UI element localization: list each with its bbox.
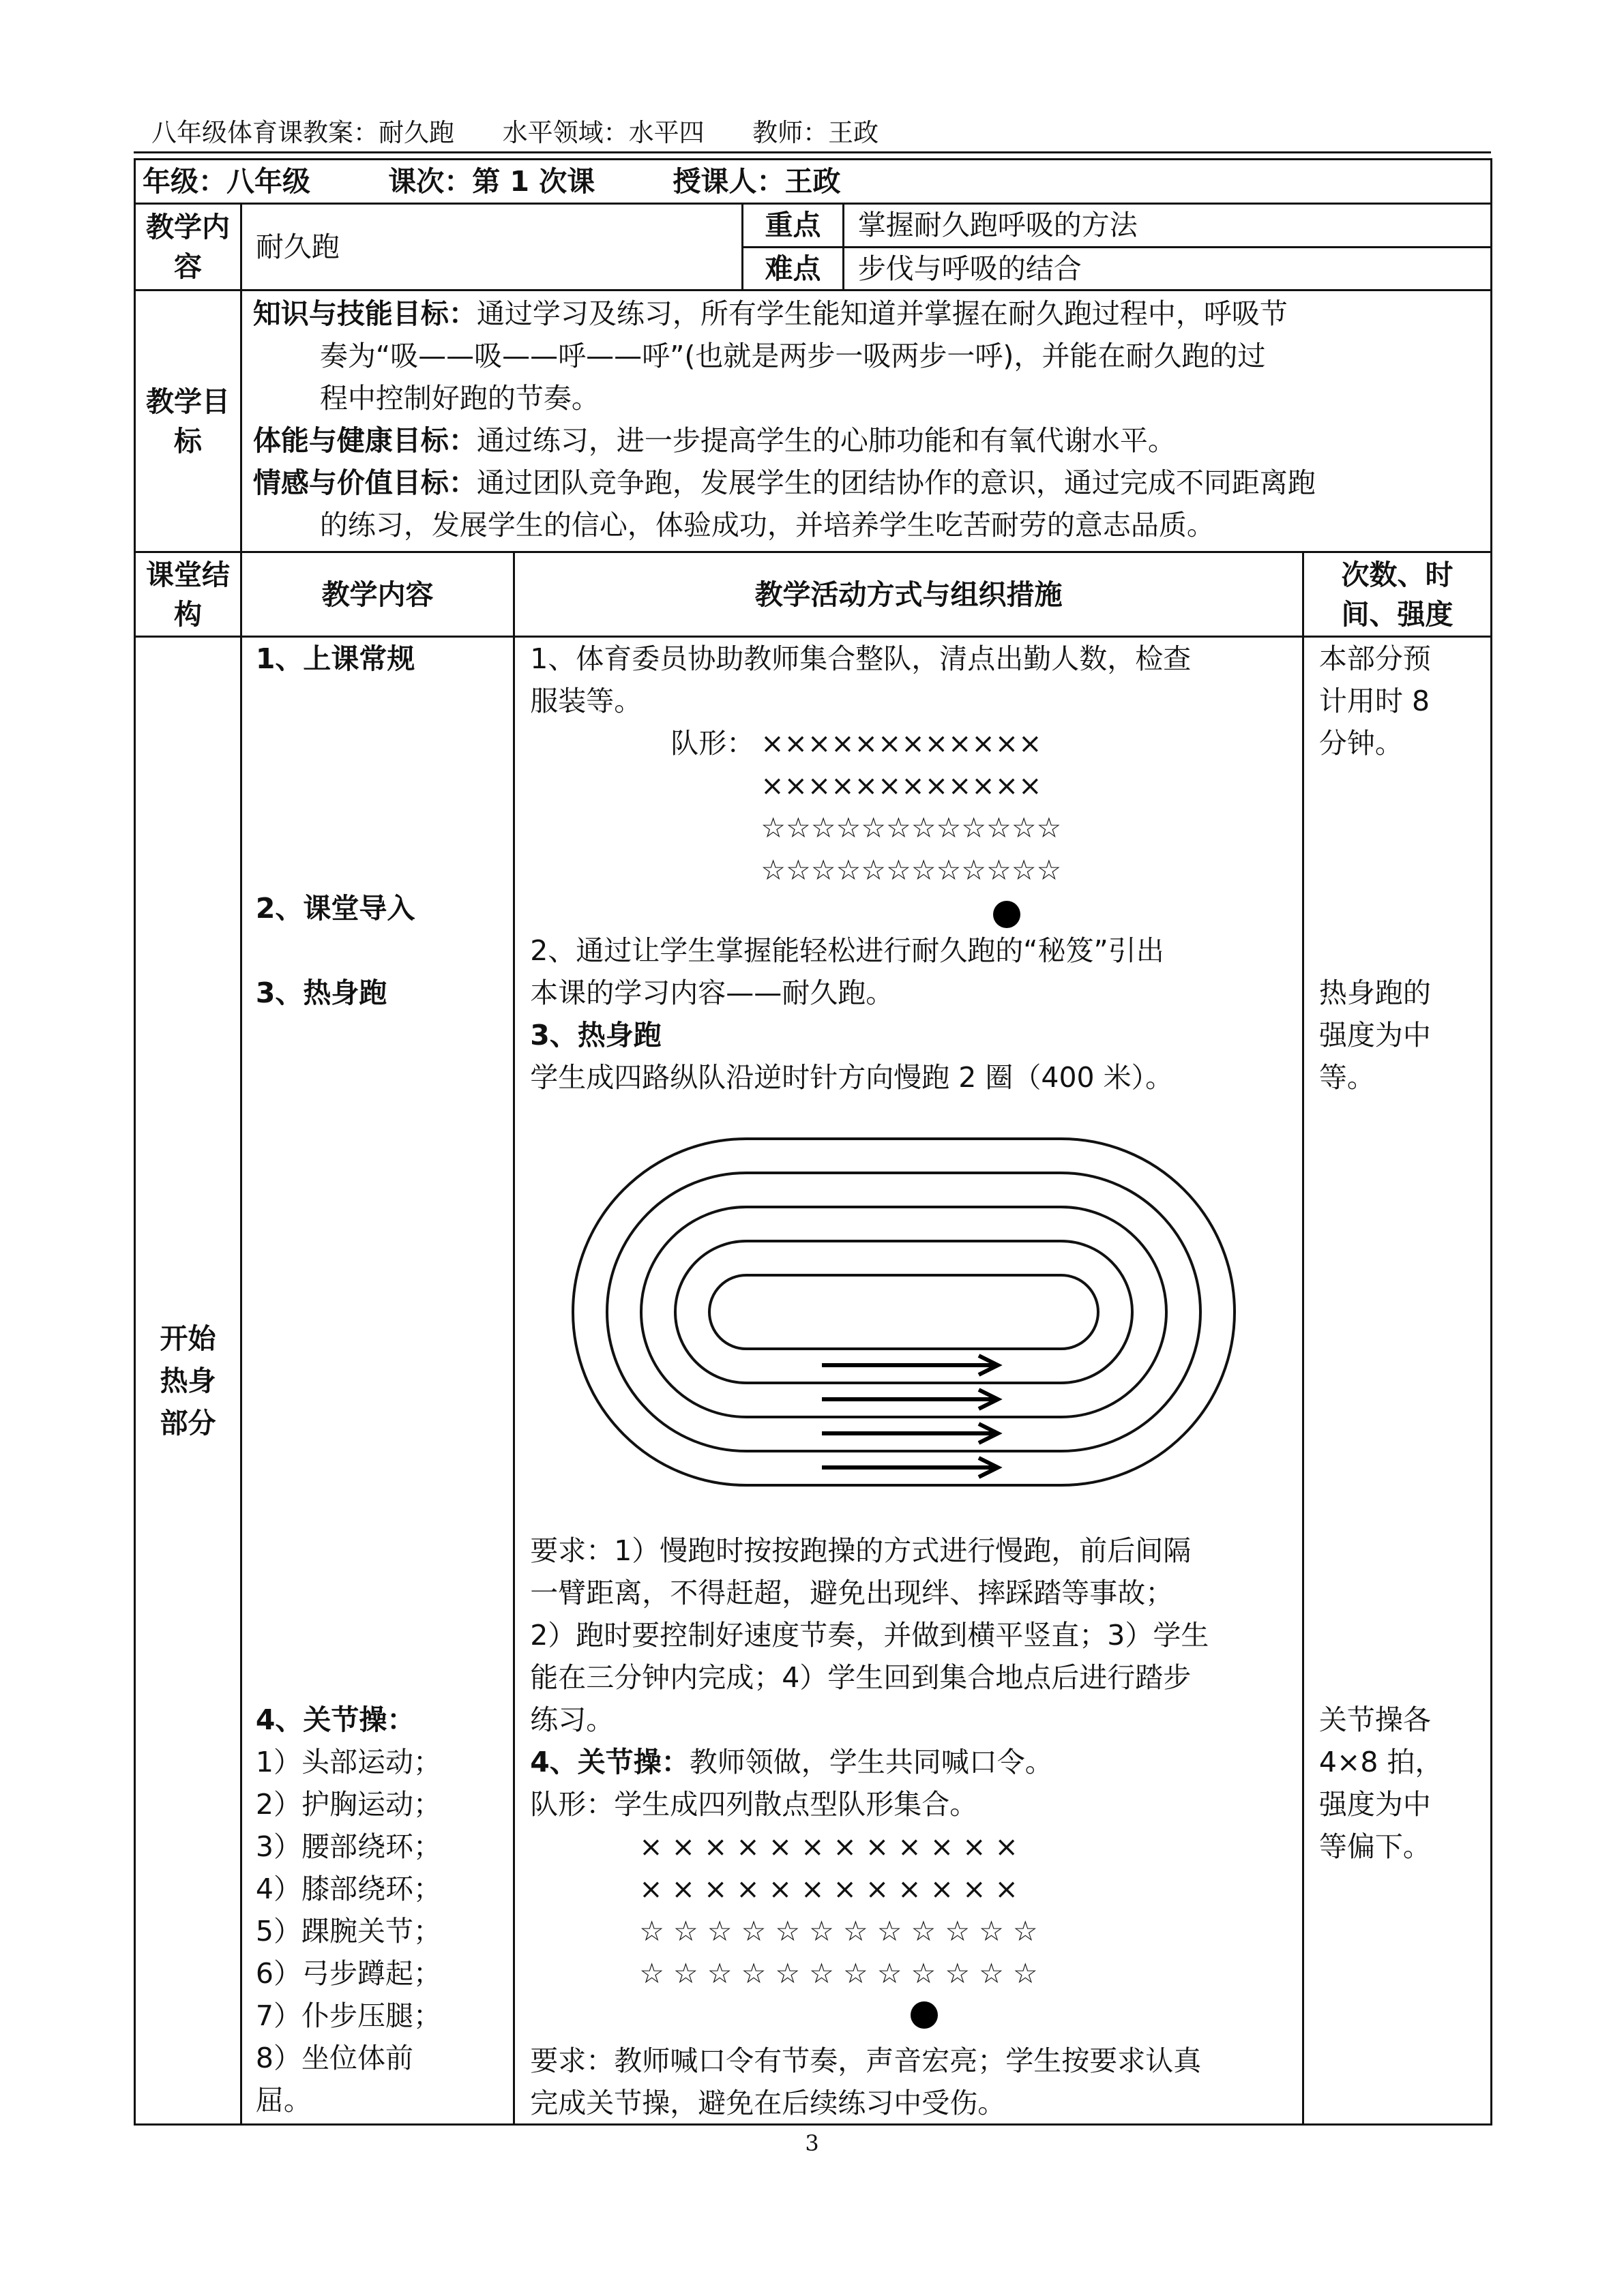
col-time: 次数、时间、强度: [1303, 552, 1491, 637]
formation-2-row-star: ☆ ☆ ☆ ☆ ☆ ☆ ☆ ☆ ☆ ☆ ☆ ☆: [639, 1915, 1038, 1948]
section-items: [241, 637, 514, 2125]
joint-item: 1）头部运动；: [255, 1746, 441, 1778]
goal-knowledge-line3: 程中控制好跑的节奏。: [319, 382, 600, 415]
joint-item: 7）仆步压腿；: [255, 1999, 441, 2032]
difficulty-label: 难点: [743, 247, 843, 289]
requirement-1-line2: 一臂距离，不得赶超，避免出现绊、摔踩踏等事故；: [530, 1577, 1174, 1609]
formation-row-star: ☆☆☆☆☆☆☆☆☆☆☆☆: [761, 854, 1062, 886]
lesson-label: 课次：第 1 次课: [388, 165, 595, 198]
goals-label: 教学目标: [135, 290, 241, 552]
warmup-section-row: [135, 637, 1492, 2125]
requirement-2-line1: 要求：教师喊口令有节奏，声音宏亮；学生按要求认真: [530, 2044, 1202, 2077]
header-domain: 水平领域：水平四: [502, 118, 705, 147]
activity-3-text: 学生成四路纵队沿逆时针方向慢跑 2 圈（400 米）。: [530, 1061, 1174, 1094]
page-header: [151, 112, 879, 149]
item-routine: 1、上课常规: [255, 642, 415, 675]
item-warmup-run: 3、热身跑: [255, 976, 387, 1009]
column-header-row: [135, 552, 1492, 637]
activity-1-line1: 1、体育委员协助教师集合整队，清点出勤人数，检查: [530, 642, 1192, 675]
requirement-1-line4: 能在三分钟内完成；4）学生回到集合地点后进行踏步: [530, 1661, 1192, 1694]
requirement-1-line3: 2）跑时要控制好速度节奏，并做到横平竖直；3）学生: [530, 1619, 1209, 1652]
track-lane-inner: [709, 1275, 1098, 1349]
requirement-2-line2: 完成关节操，避免在后续练习中受伤。: [530, 2087, 1006, 2119]
goal-knowledge-title: 知识与技能目标：: [252, 297, 477, 330]
joint-item: 3）腰部绕环；: [255, 1830, 441, 1863]
formation-2-row-star: ☆ ☆ ☆ ☆ ☆ ☆ ☆ ☆ ☆ ☆ ☆ ☆: [639, 1957, 1038, 1990]
joint-item: 8）坐位体前: [255, 2042, 413, 2074]
goal-affect-line2: 的练习，发展学生的信心，体验成功，并培养学生吃苦耐劳的意志品质。: [319, 509, 1215, 541]
teacher-marker: [993, 901, 1020, 928]
goal-fitness-text: 通过练习，进一步提高学生的心肺功能和有氧代谢水平。: [476, 424, 1176, 457]
key-point-value: 掌握耐久跑呼吸的方法: [843, 205, 1490, 247]
goal-affect-title: 情感与价值目标：: [252, 466, 477, 499]
requirement-1-line1: 要求：1）慢跑时按按跑操的方式进行慢跑，前后间隔: [530, 1534, 1192, 1567]
page-number: 3: [805, 2130, 819, 2156]
formation-label: 队形：: [670, 727, 755, 760]
activity-4-formation: 队形：学生成四列散点型队形集合。: [530, 1788, 978, 1821]
joint-item: 屈。: [255, 2084, 312, 2117]
activity-3-title: 3、热身跑: [530, 1019, 662, 1052]
activity-4-text: 教师领做，学生共同喊口令。: [689, 1746, 1053, 1778]
formation-row-cross: ××××××××××××: [761, 769, 1042, 802]
activity-1-line2: 服装等。: [530, 685, 643, 717]
header-plan: 八年级体育课教案：耐久跑: [151, 118, 454, 147]
track-lane-2: [607, 1173, 1200, 1451]
col-structure: 课堂结构: [135, 552, 241, 637]
formation-2-row-cross: × × × × × × × × × × × ×: [639, 1873, 1018, 1905]
info-row: [135, 160, 1492, 204]
content-label: 教学内容: [135, 204, 241, 290]
joint-item: 6）弓步蹲起；: [255, 1957, 441, 1990]
goal-knowledge-line1: 通过学习及练习，所有学生能知道并掌握在耐久跑过程中，呼吸节: [476, 297, 1288, 330]
teacher-marker: [911, 2001, 938, 2029]
goals-text: [241, 290, 1491, 552]
content-row: [135, 204, 1492, 290]
goal-affect-line1: 通过团队竞争跑，发展学生的团结协作的意识，通过完成不同距离跑: [476, 466, 1316, 499]
time-block-1: 本部分预 计用时 8 分钟。: [1318, 642, 1431, 760]
difficulty-value: 步伐与呼吸的结合: [843, 247, 1490, 289]
lesson-plan-table: [134, 158, 1492, 2126]
header-teacher: 教师：王政: [752, 118, 879, 147]
key-difficulty-table: [743, 205, 1490, 289]
requirement-1-line5: 练习。: [530, 1703, 615, 1736]
formation-2-row-cross: × × × × × × × × × × × ×: [639, 1830, 1018, 1863]
header-rule: [134, 151, 1491, 153]
joint-item: 4）膝部绕环；: [255, 1873, 441, 1905]
content-value: 耐久跑: [241, 204, 742, 290]
key-point-label: 重点: [743, 205, 843, 247]
section-name: 开始热身部分: [135, 637, 241, 2125]
section-time: [1303, 637, 1491, 2125]
col-activity: 教学活动方式与组织措施: [514, 552, 1303, 637]
joint-item: 2）护胸运动；: [255, 1788, 441, 1821]
goal-fitness-title: 体能与健康目标：: [252, 424, 477, 457]
item-joint-exercise: 4、关节操：: [255, 1703, 415, 1736]
goal-knowledge-line2: 奏为“吸——吸——呼——呼”(也就是两步一吸两步一呼)，并能在耐久跑的过: [319, 340, 1266, 372]
activity-4-title: 4、关节操：: [530, 1746, 690, 1778]
formation-row-cross: ××××××××××××: [761, 727, 1042, 760]
col-content: 教学内容: [241, 552, 514, 637]
item-intro: 2、课堂导入: [255, 892, 415, 925]
activity-2-line2: 本课的学习内容——耐久跑。: [530, 976, 894, 1009]
track-lane-3: [641, 1207, 1166, 1417]
track-lane-4: [675, 1241, 1132, 1383]
joint-item: 5）踝腕关节；: [255, 1915, 441, 1948]
instructor-label: 授课人：王政: [673, 165, 841, 198]
time-block-2: 热身跑的 强度为中 等。: [1318, 976, 1431, 1094]
grade-label: 年级：八年级: [143, 165, 310, 198]
formation-row-star: ☆☆☆☆☆☆☆☆☆☆☆☆: [761, 811, 1062, 844]
goals-row: [135, 290, 1492, 552]
joint-list: [256, 1741, 441, 2121]
section-activities: [514, 637, 1303, 2125]
running-track-diagram: [570, 1135, 1238, 1490]
activity-2-line1: 2、通过让学生掌握能轻松进行耐久跑的“秘笈”引出: [530, 934, 1164, 967]
time-block-3: 关节操各 4×8 拍， 强度为中 等偏下。: [1318, 1703, 1443, 1863]
